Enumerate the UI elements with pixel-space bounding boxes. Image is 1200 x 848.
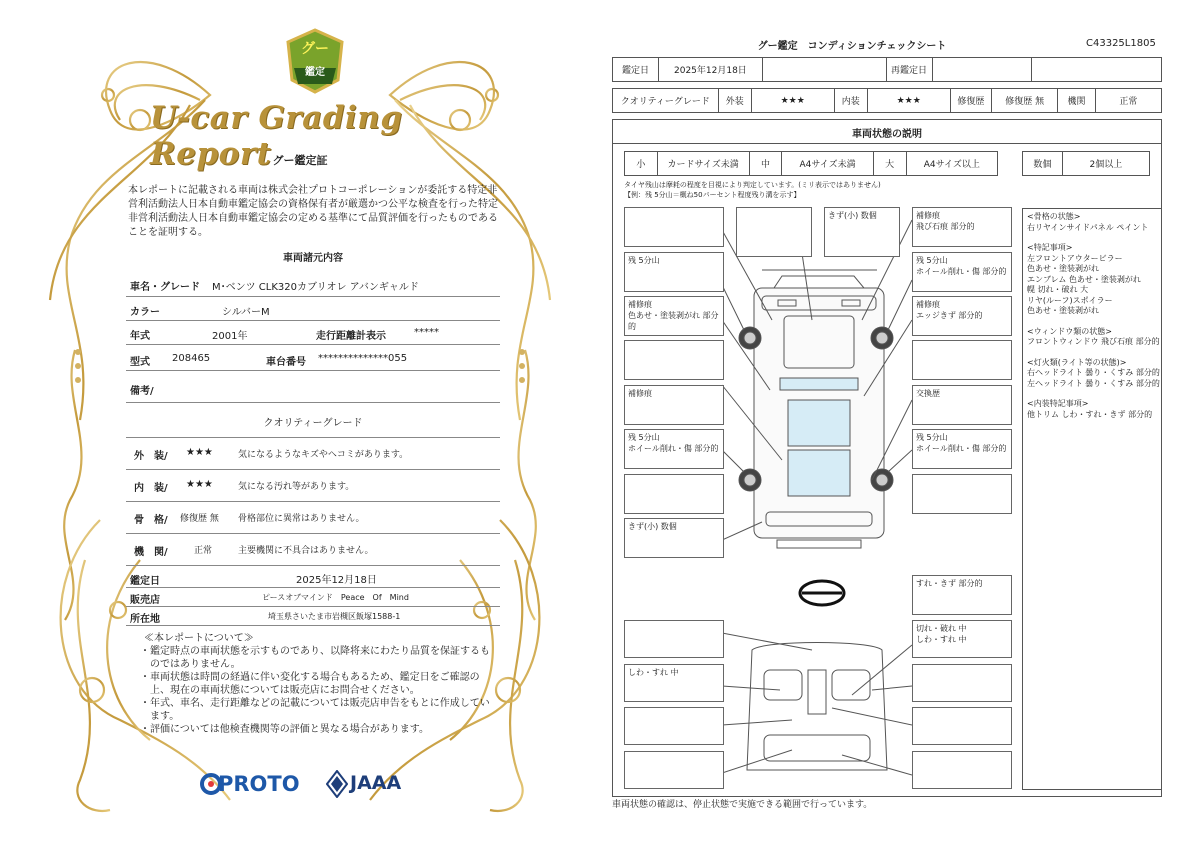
row-date [126,568,500,588]
engine-label: 機 関/ [134,547,168,558]
certificate-body: 本レポートに記載される車両は株式会社プロトコーポレーションが委託する特定非営利活動法人日本自動車鑑定協会の資格保有者が厳選かつ公平な検査を行った特定非営利活動法人日本自動車鑑定協会の定める基準にて品質評価を行ったものであることを証明する。 [128,185,498,238]
qg-label: クオリティーグレード [613,89,719,113]
interior-box-l2: しわ・すれ 中 [624,664,724,702]
interior-box-r4 [912,751,1012,789]
date-value: 2025年12月18日 [658,58,762,82]
side-note: 右ヘッドライト 曇り・くすみ 部分的 [1027,368,1160,377]
side-notes [1022,208,1162,790]
quality-heading-line [126,404,500,438]
row-address [126,608,500,626]
specs-heading: 車両諸元内容 [283,253,343,264]
damage-box-l1 [624,207,724,247]
row-interior [126,472,500,502]
side-note [1027,348,1157,358]
interior-box-l3 [624,707,724,745]
damage-box-top-left [736,207,812,257]
badge-top-text: グー [301,41,329,57]
damage-box-l5: 補修痕 [624,385,724,425]
side-note: 左フロントアウタービラー [1027,253,1123,263]
engine-value: 正常 [194,546,213,556]
repair-label: 修復歴 [950,89,991,113]
chassis-label: 車台番号 [266,357,306,368]
count-label: 数個 [1023,152,1063,176]
interior-text: 気になる汚れ等があります。 [238,482,355,492]
dealer-label: 販売店 [130,595,160,606]
redate-blank [1032,58,1162,82]
note-item: ・鑑定時点の車両状態を示すものであり、以降将来にわたり品質を保証するものではありません。 [140,646,490,670]
interior-stars: ★★★ [186,479,213,490]
damage-box-r5: 交換歴 [912,385,1012,425]
ext-label: 外装 [718,89,751,113]
side-note: 色あせ・塗装剥がれ [1027,306,1099,315]
jaaa-logo-icon [326,770,348,798]
row-engine [126,536,500,566]
color-value: シルバーM [222,307,270,318]
side-note: フロントウィンドウ 飛び石痕 部分的 [1027,337,1160,346]
date-value: 2025年12月18日 [296,575,377,586]
size-s: 小 [625,152,658,176]
side-note: 幌 切れ・破れ 大 [1027,285,1089,294]
exterior-label: 外 装/ [134,451,168,462]
frame-label: 骨 格/ [134,515,168,526]
row-exterior [126,440,500,470]
frame-text: 骨格部位に異常はありません。 [238,514,365,524]
damage-box-l6: 残 5分山 ホイール削れ・傷 部分的 [624,429,724,469]
proto-logo: PROTO [218,772,300,796]
side-note: <特記事項> [1027,243,1073,252]
side-note: リヤ(ルーフ)スポイラー [1027,295,1113,305]
chassis-value: **************055 [318,353,408,364]
redate-value [932,58,1032,82]
dealer-value: ピースオブマインド Peace Of Mind [262,593,409,602]
damage-box-r4 [912,340,1012,380]
script-title: U-car Grading Report [150,100,403,172]
address-value: 埼玉県さいたま市岩槻区飯塚1588-1 [268,612,401,621]
quality-table [612,88,1162,113]
badge-bottom-text: 鑑定 [305,67,325,78]
sheet-footer: 車両状態の確認は、停止状態で実施できる範囲で行っています。 [612,800,873,810]
color-label: カラー [130,307,160,318]
remarks-label: 備考/ [130,386,154,397]
model-label: 型式 [130,357,150,368]
side-note: <骨格の状態> [1027,212,1081,221]
damage-box-r7 [912,474,1012,514]
jaaa-logo: JAAA [350,772,402,794]
row-frame [126,504,500,534]
steering-box: すれ・きず 部分的 [912,575,1012,615]
interior-box-l4 [624,751,724,789]
count-legend [1022,151,1150,176]
notes [140,632,496,736]
ext-value: ★★★ [751,89,834,113]
exterior-text: 気になるようなキズやヘコミがあります。 [238,450,409,460]
int-value: ★★★ [867,89,950,113]
quality-heading: クオリティーグレード [263,418,363,429]
date-label: 鑑定日 [613,58,659,82]
frame-value: 修復歴 無 [180,514,219,524]
side-note: <内装特記事項> [1027,399,1089,408]
interior-box-l1 [624,620,724,658]
date-label: 鑑定日 [130,576,160,587]
interior-box-r2 [912,664,1012,702]
row-remarks [126,373,500,403]
side-note: 色あせ・塗装剥がれ [1027,264,1099,273]
size-s-desc: カードサイズ未満 [657,152,749,176]
side-note: 左ヘッドライト 曇り・くすみ 部分的 [1027,378,1160,388]
repair-value: 修復歴 無 [992,89,1058,113]
size-legend [624,151,998,176]
row-color [126,299,500,321]
row-name [126,275,500,297]
certificate-title: グー鑑定証 [272,154,328,167]
damage-box-r3: 補修痕 エッジきず 部分的 [912,296,1012,336]
interior-label: 内 装/ [134,483,168,494]
side-note: 右リヤインサイドパネル ペイント [1027,222,1149,232]
row-dealer [126,589,500,607]
note-item: ・年式、車名、走行距離などの記載については販売店申告をもとに作成しています。 [140,698,490,722]
int-label: 内装 [834,89,867,113]
damage-box-top-mid: きず(小) 数個 [824,207,900,257]
tire-note-1: タイヤ残山は摩耗の程度を目視により判定しています。(ミリ表示ではありません) [624,181,881,189]
mileage-value: ***** [414,327,439,338]
side-note [1027,233,1157,243]
size-l: 大 [873,152,906,176]
note-item: ・車両状態は時間の経過に伴い変化する場合もあるため、鑑定日をご確認の上、現在の車両状態については販売店にお問合せください。 [140,672,480,696]
side-note: 他トリム しわ・すれ・きず 部分的 [1027,409,1153,419]
count-desc: 2個以上 [1062,152,1149,176]
mileage-label: 走行距離計表示 [316,331,386,342]
address-label: 所在地 [130,614,160,625]
side-note: エンブレム 色あせ・塗装剥がれ [1027,274,1141,284]
damage-box-r2: 残 5分山 ホイール削れ・傷 部分的 [912,252,1012,292]
engine-label: 機関 [1058,89,1095,113]
engine-text: 主要機関に不具合はありません。 [238,546,374,556]
damage-box-l2: 残 5分山 [624,252,724,292]
side-note: <灯火類(ライト等の状態)> [1027,357,1127,367]
side-note: <ウィンドウ類の状態> [1027,326,1112,336]
year-label: 年式 [130,331,150,342]
interior-box-r1: 切れ・破れ 中 しわ・すれ 中 [912,620,1012,658]
state-heading: 車両状態の説明 [852,129,922,140]
date-blank [762,58,886,82]
exterior-stars: ★★★ [186,447,213,458]
engine-value: 正常 [1095,89,1161,113]
date-table [612,57,1162,82]
damage-box-l4 [624,340,724,380]
name-label: 車名・グレード [130,282,200,293]
damage-box-l3: 補修痕 色あせ・塗装剥がれ 部分的 [624,296,724,336]
damage-box-r1: 補修痕 飛び石痕 部分的 [912,207,1012,247]
damage-box-l8: きず(小) 数個 [624,518,724,558]
size-l-desc: A4サイズ以上 [906,152,997,176]
note-item: ・評価については他検査機関等の評価と異なる場合があります。 [140,724,429,735]
side-note [1027,389,1157,399]
car-diagram [722,200,912,800]
redate-label: 再鑑定日 [886,58,932,82]
condition-check-sheet [612,0,1200,848]
side-note [1027,317,1157,327]
size-m: 中 [749,152,782,176]
model-value: 208465 [172,353,211,364]
year-value: 2001年 [212,331,248,342]
notes-heading: ≪本レポートについて≫ [144,633,254,644]
row-model [126,347,500,371]
sheet-title: グー鑑定 コンディションチェックシート [757,41,947,52]
name-value: M･ベンツ CLK320カブリオレ アバンギャルド [212,282,419,293]
sheet-code: C43325L1805 [1086,38,1156,49]
size-m-desc: A4サイズ未満 [782,152,873,176]
damage-box-l7 [624,474,724,514]
interior-box-r3 [912,707,1012,745]
row-year [126,323,500,345]
tire-note-2: 【例：残 5分山＝概ね50パーセント程度残り溝を示す】 [624,191,801,199]
damage-box-r6: 残 5分山 ホイール削れ・傷 部分的 [912,429,1012,469]
